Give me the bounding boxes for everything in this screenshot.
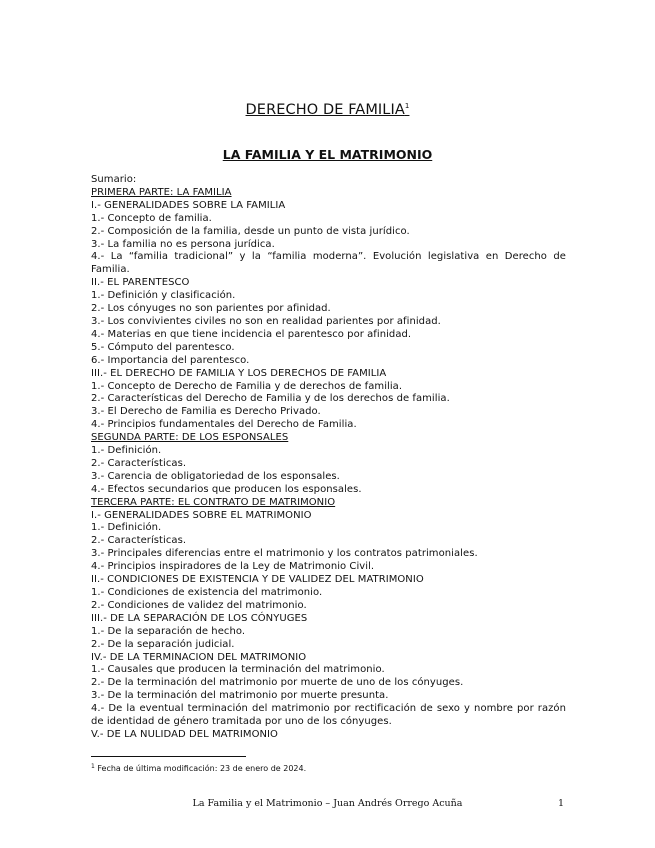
summary-section: [91, 174, 566, 742]
summary-line: 1.- Definición y clasificación.: [91, 290, 236, 302]
summary-line: 3.- Los convivientes civiles no son en realidad parientes por afinidad.: [91, 315, 441, 327]
summary-line: 3.- La familia no es persona jurídica.: [91, 238, 275, 250]
summary-line: 2.- Los cónyuges no son parientes por afinidad.: [91, 303, 331, 315]
running-footer: La Familia y el Matrimonio – Juan Andrés Orrego Acuña: [192, 798, 463, 809]
summary-line: 1.- Causales que producen la terminación del matrimonio.: [91, 664, 385, 676]
summary-line: 5.- Cómputo del parentesco.: [91, 341, 235, 353]
footnote-text: Fecha de última modificación: 23 de enero de 2024.: [97, 764, 307, 773]
document-title: [0, 102, 655, 118]
summary-line: IV.- DE LA TERMINACION DEL MATRIMONIO: [91, 651, 307, 663]
summary-line: 3.- El Derecho de Familia es Derecho Privado.: [91, 406, 321, 418]
summary-line: 1.- Concepto de Derecho de Familia y de derechos de familia.: [91, 380, 403, 392]
summary-line: 2.- Composición de la familia, desde un punto de vista jurídico.: [91, 225, 410, 237]
summary-line: 1.- Definición.: [91, 445, 162, 457]
summary-line: 4.- Principios fundamentales del Derecho de Familia.: [91, 419, 357, 431]
summary-line: 2.- Condiciones de validez del matrimonio.: [91, 599, 307, 611]
footnote-mark: 1: [91, 763, 95, 770]
summary-line: 3.- Principales diferencias entre el matrimonio y los contratos patrimoniales.: [91, 548, 478, 560]
summary-heading: Sumario:: [91, 174, 137, 185]
summary-line: II.- CONDICIONES DE EXISTENCIA Y DE VALIDEZ DEL MATRIMONIO: [91, 574, 424, 586]
summary-line: 2.- De la separación judicial.: [91, 638, 235, 650]
summary-line: 3.- De la terminación del matrimonio por muerte presunta.: [91, 690, 389, 702]
footnote: [91, 762, 306, 774]
footnote-separator: [91, 756, 246, 757]
summary-line: 1.- Definición.: [91, 522, 162, 534]
summary-line: 4.- Materias en que tiene incidencia el parentesco por afinidad.: [91, 328, 412, 340]
summary-line: 4.- Efectos secundarios que producen los esponsales.: [91, 483, 362, 495]
summary-line: 4.- De la eventual terminación del matrimonio por rectificación de sexo y nombre por razón de identidad de género tramitada por uno de los cónyuges.: [91, 703, 566, 728]
summary-line: II.- EL PARENTESCO: [91, 277, 190, 289]
summary-part-heading: SEGUNDA PARTE: DE LOS ESPONSALES: [91, 432, 289, 444]
summary-line: 2.- Características del Derecho de Familia y de los derechos de familia.: [91, 393, 450, 405]
page-number: 1: [558, 798, 565, 809]
summary-line: 4.- Principios inspiradores de la Ley de Matrimonio Civil.: [91, 561, 375, 573]
summary-line: I.- GENERALIDADES SOBRE EL MATRIMONIO: [91, 509, 312, 521]
summary-line: I.- GENERALIDADES SOBRE LA FAMILIA: [91, 199, 286, 211]
document-title-text: DERECHO DE FAMILIA: [245, 102, 405, 118]
summary-line: 1.- Concepto de familia.: [91, 212, 212, 224]
summary-line: 1.- Condiciones de existencia del matrimonio.: [91, 587, 323, 598]
summary-line: 4.- La “familia tradicional” y la “familia moderna”. Evolución legislativa en Derecho de Familia.: [91, 251, 566, 276]
title-footnote-mark: 1: [404, 102, 410, 110]
summary-line: 1.- De la separación de hecho.: [91, 625, 246, 637]
summary-line: 2.- Características.: [91, 535, 187, 547]
summary-part-heading: TERCERA PARTE: EL CONTRATO DE MATRIMONIO: [91, 496, 336, 508]
summary-part-heading: PRIMERA PARTE: LA FAMILIA: [91, 186, 232, 198]
summary-line: 6.- Importancia del parentesco.: [91, 354, 250, 366]
summary-line: III.- EL DERECHO DE FAMILIA Y LOS DERECHOS DE FAMILIA: [91, 367, 387, 379]
summary-line: 2.- Características.: [91, 457, 187, 469]
summary-line: V.- DE LA NULIDAD DEL MATRIMONIO: [91, 728, 278, 740]
summary-line: 2.- De la terminación del matrimonio por muerte de uno de los cónyuges.: [91, 677, 464, 689]
summary-line: III.- DE LA SEPARACIÓN DE LOS CÓNYUGES: [91, 612, 308, 624]
summary-line: 3.- Carencia de obligatoriedad de los esponsales.: [91, 470, 340, 482]
document-subtitle: LA FAMILIA Y EL MATRIMONIO: [222, 147, 433, 162]
